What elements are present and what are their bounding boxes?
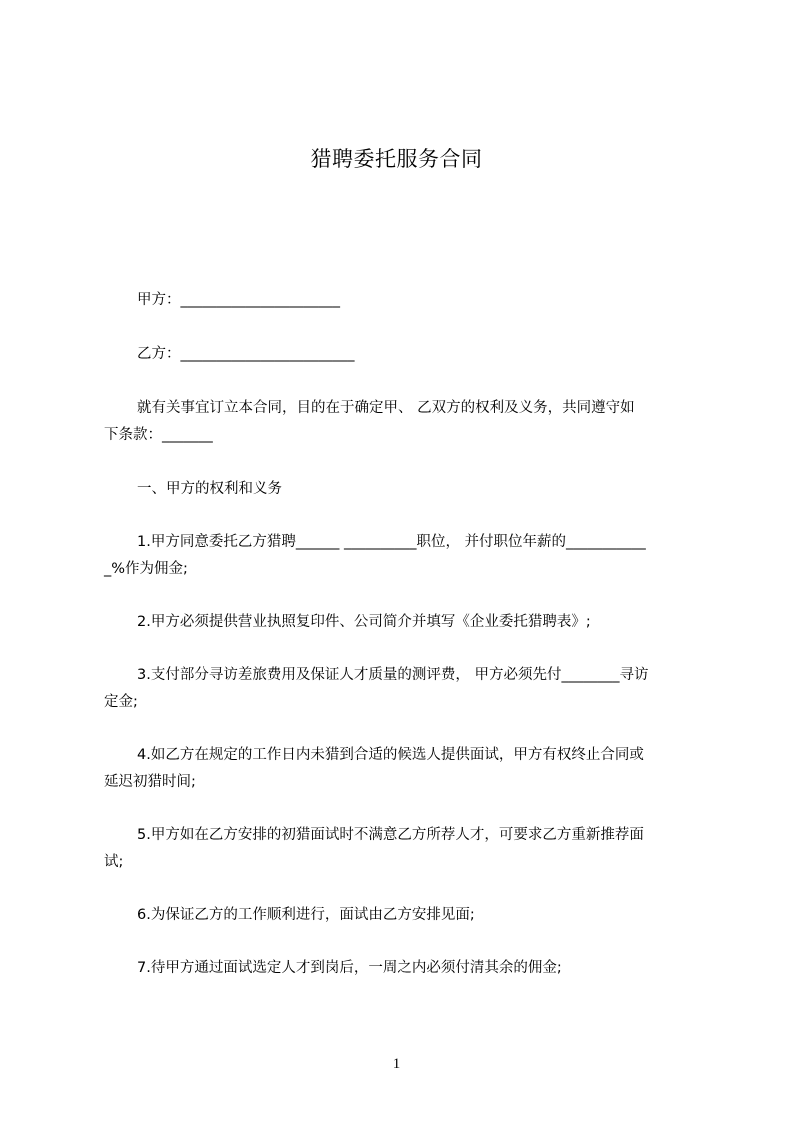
clause-line: 7.待甲方通过面试选定人才到岗后，一周之内必须付清其余的佣金; — [137, 960, 562, 976]
party-a-line: 甲方：______________________ — [137, 292, 340, 308]
clause-line: 延迟初猎时间; — [104, 774, 196, 790]
clause-line: _%作为佣金; — [104, 561, 188, 577]
section-heading: 一、甲方的权利和义务 — [137, 481, 282, 497]
party-b-line: 乙方：________________________ — [137, 346, 355, 362]
clause-line: 3.支付部分寻访差旅费用及保证人才质量的测评费， 甲方必须先付________寻访 — [137, 667, 649, 683]
clause-line: 1.甲方同意委托乙方猎聘______ __________职位， 并付职位年薪的___________ — [137, 534, 646, 550]
intro-paragraph-line: 就有关事宜订立本合同，目的在于确定甲、 乙双方的权利及义务，共同遵守如 — [137, 400, 635, 416]
clause-line: 4.如乙方在规定的工作日内未猎到合适的候选人提供面试，甲方有权终止合同或 — [137, 747, 644, 763]
document-title: 猎聘委托服务合同 — [310, 147, 483, 171]
clause-line: 5.甲方如在乙方安排的初猎面试时不满意乙方所荐人才，可要求乙方重新推荐面 — [137, 827, 644, 843]
intro-paragraph-line: 下条款：_______ — [104, 427, 213, 443]
clause-line: 2.甲方必须提供营业执照复印件、公司简介并填写《企业委托猎聘表》; — [137, 614, 591, 630]
clause-line: 定金; — [104, 694, 138, 710]
clause-line: 试; — [104, 854, 124, 870]
page-number: 1 — [392, 1056, 401, 1072]
clause-line: 6.为保证乙方的工作顺利进行，面试由乙方安排见面; — [137, 907, 475, 923]
